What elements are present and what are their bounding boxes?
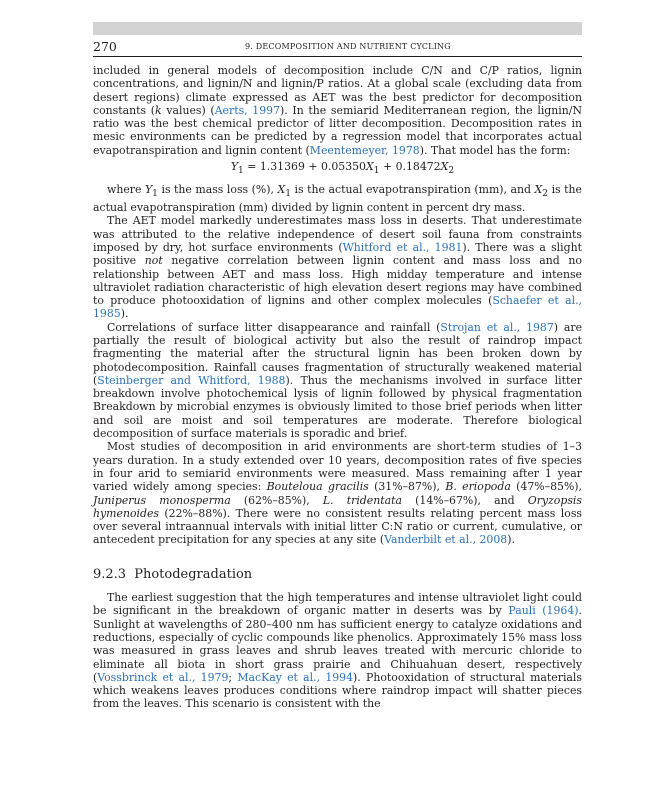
body-text xyxy=(93,64,582,711)
citation-link[interactable]: Pauli (1964) xyxy=(508,604,579,618)
page-number: 270 xyxy=(93,39,117,54)
citation-link[interactable]: Aerts, 1997 xyxy=(214,103,281,117)
citation-link[interactable]: MacKay et al., 1994 xyxy=(237,670,354,684)
citation-link[interactable]: Vanderbilt et al., 2008 xyxy=(384,533,508,547)
paragraph-4: Correlations of surface litter disappearance and rainfall (Strojan et al., 1987) are partially the result of biological activity but also the result of raindrop impact fragmenting the material after the structural lignin has been broken down by photodecomposition. Rainfall causes fragmentation of structurally weakened material (Steinberger and Whitford, 1988). Thus the mechanisms involved in surface litter breakdown involve photochemical lysis of lignin followed by physical fragmentation Breakdown by microbial enzymes is obviously limited to those brief periods when litter and soil are moist and soil temperatures are moderate. Therefore biological decomposition of surface materials is sporadic and brief. xyxy=(93,320,583,441)
paragraph-1: included in general models of decomposition include C/N and C/P ratios, lignin concentrations, and lignin/N and lignin/P ratios. At a global scale (excluding data from desert regions) climate expressed as AET was the best predictor for decomposition constants (k values) (Aerts, 1997). In the semiarid Mediterranean region, the lignin/N ratio was the best chemical predictor of litter decomposition. Decomposition rates in mesic environments can be predicted by a regression model that incorporates actual evapotranspiration and lignin content (Meentemeyer, 1978). That model has the form: xyxy=(93,64,582,157)
paragraph-2: where $Y_1$ is the mass loss (%), $X_1$ is the actual evapotranspiration (mm), and $X_2$ is the actual evapotranspiration (mm) divided by lignin content in percent dry mass. xyxy=(93,182,582,215)
paragraph-6: The earliest suggestion that the high temperatures and intense ultraviolet light could be significant in the breakdown of organic matter in deserts was by Pauli (1964). Sunlight at wavelengths of 280–400 nm has sufficient energy to catalyze oxidations and reductions, especially of cyclic compounds like phenolics. Approximately 15% mass loss was measured in grass leaves and shrub leaves treated with mercuric chloride to eliminate all biota in short grass prairie and Chihuahuan desert, respectively (Vossbrinck et al., 1979; MacKay et al., 1994). Photooxidation of structural materials which weakens leaves produces conditions where raindrop impact will shatter pieces from the leaves. This scenario is consistent with the xyxy=(93,591,582,711)
header-bar xyxy=(93,22,582,35)
citation-link[interactable]: Steinberger and Whitford, 1988 xyxy=(97,373,286,387)
chapter-title: 9. DECOMPOSITION AND NUTRIENT CYCLING xyxy=(245,42,451,51)
section-heading xyxy=(93,568,582,581)
running-head xyxy=(93,38,582,57)
citation-link[interactable]: Vossbrinck et al., 1979 xyxy=(97,670,229,684)
citation-link[interactable]: Schaefer et al., 1985 xyxy=(93,294,583,321)
section-title: Photodegradation xyxy=(134,566,253,582)
regression-equation: $Y_1 = 1.31369 + 0.05350X_1 + 0.18472X_2$ xyxy=(230,160,455,177)
citation-link[interactable]: Meentemeyer, 1978 xyxy=(309,143,420,157)
paragraph-5: Most studies of decomposition in arid environments are short-term studies of 1–3 years duration. In a study extended over 10 years, decomposition rates of five species in four arid to semiarid environments were measured. Mass remaining after 1 year varied widely among species: Bouteloua gracilis (31%–87%), B. eriopoda (47%–85%), Juniperus monosperma (62%–85%), L. tridentata (14%–67%), and Oryzopsis hymenoides (22%–88%). There were no consistent results relating percent mass loss over several intraannual intervals with initial litter C:N ratio or current, cumulative, or antecedent precipitation for any species at any site (Vanderbilt et al., 2008). xyxy=(93,440,582,547)
citation-link[interactable]: Strojan et al., 1987 xyxy=(440,320,554,334)
citation-link[interactable]: Whitford et al., 1981 xyxy=(342,240,463,254)
section-number: 9.2.3 xyxy=(93,566,127,582)
paragraph-3: The AET model markedly underestimates mass loss in deserts. That underestimate was attributed to the relative independence of desert soil fauna from constraints imposed by dry, hot surface environments (Whitford et al., 1981). There was a slight positive not negative correlation between lignin content and mass loss and no relationship between AET and mass loss. High midday temperature and intense ultraviolet radiation characteristic of high elevation desert regions may have combined to produce photooxidation of lignins and other complex molecules (Schaefer et al., 1985). xyxy=(93,214,583,321)
